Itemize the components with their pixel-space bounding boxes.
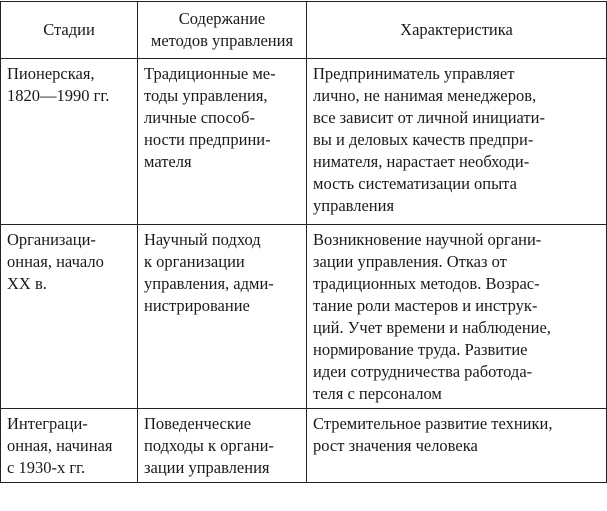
table-row-integration (1, 409, 607, 483)
content-line: Поведенческие (144, 414, 252, 433)
characteristic-line: зации управления. Отказ от (313, 252, 507, 271)
characteristic-cell (307, 225, 607, 409)
header-characteristic-text: Характеристика (400, 20, 513, 39)
content-line: Традиционные ме- (144, 64, 276, 83)
stage-line: Пионерская, (7, 64, 95, 83)
stage-cell (1, 59, 138, 225)
table-row-pioneer (1, 59, 607, 225)
header-stage-text: Стадии (43, 20, 95, 39)
content-line: управления, адми- (144, 274, 274, 293)
characteristic-line: нормирование труда. Развитие (313, 340, 528, 359)
header-stage (1, 2, 138, 59)
stage-line: 1820—1990 гг. (7, 86, 110, 105)
content-cell (138, 59, 307, 225)
content-line: к организации (144, 252, 245, 271)
characteristic-line: управления (313, 196, 395, 215)
characteristic-cell (307, 59, 607, 225)
content-cell (138, 225, 307, 409)
header-characteristic (307, 2, 607, 59)
content-line: ности предприни- (144, 130, 271, 149)
header-content-line-2: методов управления (150, 31, 294, 50)
content-line: подходы к органи- (144, 436, 274, 455)
characteristic-line: Предприниматель управляет (313, 64, 515, 83)
stage-line: Интеграци- (7, 414, 88, 433)
content-line: Научный подход (144, 230, 261, 249)
content-cell (138, 409, 307, 483)
stage-line: Организаци- (7, 230, 96, 249)
characteristic-line: нимателя, нарастает необходи- (313, 152, 530, 171)
content-line: зации управления (144, 458, 270, 477)
stage-cell (1, 225, 138, 409)
content-line: личные способ- (144, 108, 256, 127)
characteristic-line: тание роли мастеров и инструк- (313, 296, 538, 315)
stage-line: XX в. (7, 274, 47, 293)
management-stages-table (0, 1, 607, 483)
characteristic-line: Стремительное развитие техники, (313, 414, 553, 433)
characteristic-line: теля с персоналом (313, 384, 442, 403)
stage-cell (1, 409, 138, 483)
characteristic-line: все зависит от личной инициати- (313, 108, 545, 127)
content-line: мателя (144, 152, 192, 171)
stage-line: онная, начиная (7, 436, 113, 455)
characteristic-line: традиционных методов. Возрас- (313, 274, 540, 293)
characteristic-line: Возникновение научной органи- (313, 230, 542, 249)
characteristic-line: рост значения человека (313, 436, 478, 455)
stage-line: с 1930-х гг. (7, 458, 86, 477)
table-row-organizational (1, 225, 607, 409)
header-content (138, 2, 307, 59)
characteristic-line: ций. Учет времени и наблюдение, (313, 318, 551, 337)
content-line: тоды управления, (144, 86, 268, 105)
header-row (1, 2, 607, 59)
characteristic-line: идеи сотрудничества работода- (313, 362, 533, 381)
characteristic-line: мость систематизации опыта (313, 174, 517, 193)
content-line: нистрирование (144, 296, 250, 315)
characteristic-line: вы и деловых качеств предпри- (313, 130, 534, 149)
header-content-line-1: Содержание (178, 9, 266, 28)
characteristic-line: лично, не нанимая менеджеров, (313, 86, 537, 105)
characteristic-cell (307, 409, 607, 483)
stage-line: онная, начало (7, 252, 104, 271)
